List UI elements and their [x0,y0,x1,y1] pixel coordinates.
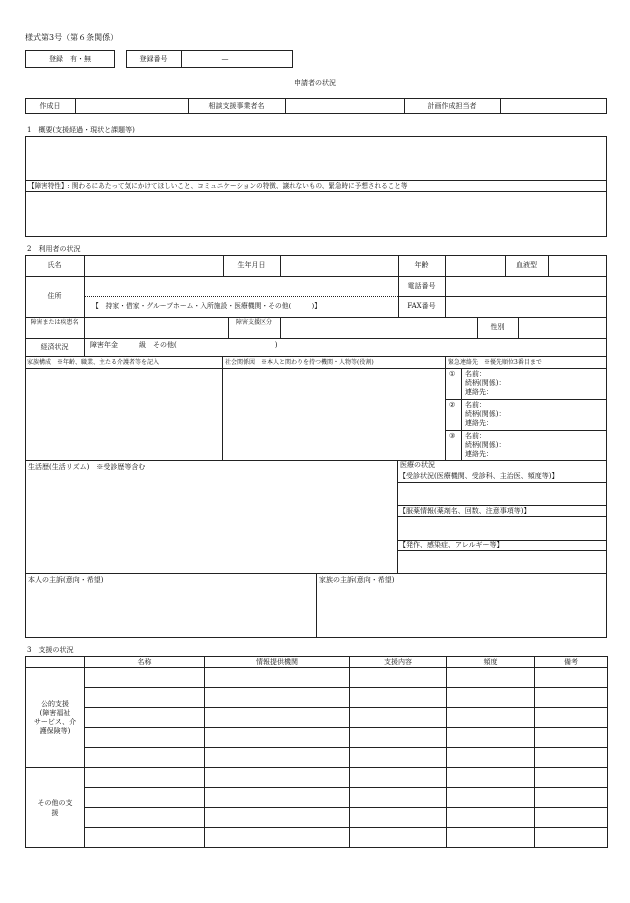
corner-cell [26,657,85,668]
personal-wishes-label: 本人の主訴(意向・希望) [28,576,104,584]
age-label: 年齢 [414,261,429,269]
table-row [26,688,608,708]
contact-3-relation: 続柄(関係)： [465,441,506,449]
col-frequency: 頻度 [447,657,535,668]
family-wishes-label: 家族の主訴(意向・希望) [319,576,395,584]
other-support-label: その他の支 援 [26,768,85,848]
registration-number-value: — [221,55,229,63]
disability-label: 障害または疾患名 [30,319,79,326]
fax-label: FAX番号 [407,302,436,310]
table-row [26,668,608,688]
public-support-label: 公的支援 (障害福祉 サービス、介 護保険等) [26,668,85,768]
table-row [26,768,608,788]
contact-2-contact: 連絡先： [465,419,493,427]
contact-2-name: 名前： [465,401,486,409]
contact-2-relation: 続柄(関係)： [465,410,506,418]
section2-title: 2 利用者の状況 [27,245,81,253]
residence-types: 【 持家・借家・グループホーム・入所施設・医療機関・その他( )】 [92,302,322,310]
planner-label: 計画作成担当者 [427,102,477,110]
support-table [25,656,608,848]
registration-label: 登録 有・無 [49,55,91,63]
blood-type-label: 血液型 [516,261,537,269]
contact-3-contact: 連絡先： [465,450,493,458]
consultation-label: 【受診状況(医療機関、受診科、主治医、頻度等)】 [399,472,559,480]
gender-label: 性別 [490,323,505,331]
registration-number-label: 登録番号 [139,55,168,63]
table-row [26,708,608,728]
table-row [26,828,608,848]
pension-text: 障害年金 級 その他( ) [90,341,278,349]
contact-2-number: ② [449,401,456,409]
form-id: 様式第3号（第６条関係） [25,33,119,42]
phone-label: 電話番号 [407,282,436,290]
col-content: 支援内容 [350,657,447,668]
economic-status-label: 経済状況 [40,343,69,351]
contact-3-name: 名前： [465,432,486,440]
section1-title: 1 概要(支援経過・現状と課題等) [27,126,135,134]
contact-3-number: ③ [449,432,456,440]
social-map-label: 社会関係図 ※本人と関わりを持つ機関・人物等(役割) [225,359,374,366]
address-label: 住所 [47,292,62,300]
life-history-label: 生活歴(生活リズム) ※受診歴等含む [28,463,146,471]
contact-1-number: ① [449,370,456,378]
family-structure-label: 家族構成 ※年齢、職業、主たる介護者等を記入 [27,359,160,366]
medical-status-label: 医療の状況 [400,461,435,469]
table-row [26,728,608,748]
name-label: 氏名 [47,261,62,269]
birthdate-label: 生年月日 [237,261,266,269]
created-date-label: 作成日 [39,102,61,110]
medication-label: 【服薬情報(薬剤名、回数、注意事項等)】 [399,507,531,515]
col-provider: 情報提供機関 [205,657,350,668]
office-label: 相談支援事業者名 [208,102,265,110]
disability-traits-label: 【障害特性】: 関わるにあたって気にかけてほしいこと、コミュニケーションの特徴、譲れないもの、緊急時に予想されること等 [28,182,408,190]
header-row [25,98,607,114]
support-category-label: 障害支援区分 [235,319,272,326]
emergency-contacts-label: 緊急連絡先 ※優先順位3番目まで [448,359,542,366]
col-notes: 備考 [535,657,608,668]
support-table-header [26,657,608,668]
table-row [26,788,608,808]
contact-1-name: 名前： [465,370,486,378]
col-name: 名称 [85,657,205,668]
contact-1-contact: 連絡先： [465,388,493,396]
table-row [26,808,608,828]
seizure-label: 【発作、感染症、アレルギー等】 [399,541,504,549]
section3-title: 3 支援の状況 [27,646,74,654]
contact-1-relation: 続柄(関係)： [465,379,506,387]
page-title: 申請者の状況 [294,79,336,87]
table-row [26,748,608,768]
